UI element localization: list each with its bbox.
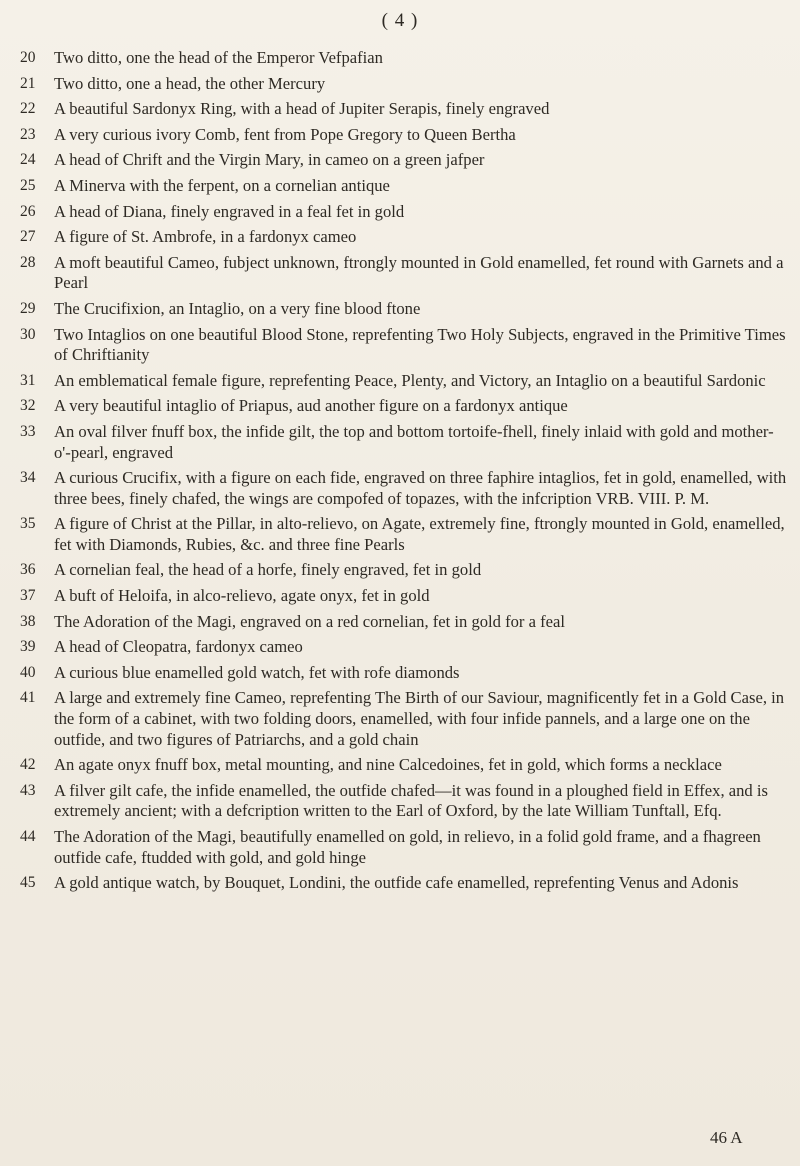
catalogue-entry	[20, 755, 790, 776]
catalogue-entry	[20, 48, 790, 69]
entry-text: A head of Diana, finely engraved in a feal fet in gold	[54, 201, 405, 221]
catalogue-entry	[20, 202, 790, 223]
entry-text: Two Intaglios on one beautiful Blood Stone, reprefenting Two Holy Subjects, engraved in the Primitive Times of Chriftianity	[54, 324, 786, 365]
entry-number: 36	[20, 561, 36, 579]
entry-text: The Adoration of the Magi, engraved on a red cornelian, fet in gold for a feal	[54, 611, 565, 631]
entry-number: 30	[20, 325, 36, 343]
catalogue-entry	[20, 150, 790, 171]
catalogue-entry	[20, 468, 790, 509]
catalogue-entry	[20, 637, 790, 658]
entry-text: The Adoration of the Magi, beautifully enamelled on gold, in relievo, in a folid gold frame, and a fhagreen outfide cafe, ftudded with gold, and gold hinge	[54, 827, 761, 867]
entry-number: 42	[20, 756, 36, 774]
entry-number: 41	[20, 689, 36, 707]
catalogue-list	[20, 48, 790, 899]
entry-text: A head of Cleopatra, fardonyx cameo	[54, 637, 303, 657]
entry-number: 39	[20, 638, 36, 656]
catalogue-entry	[20, 586, 790, 607]
entry-number: 25	[20, 176, 36, 194]
entry-number: 35	[20, 515, 36, 533]
entry-number: 38	[20, 612, 36, 630]
entry-number: 27	[20, 228, 36, 246]
entry-number: 31	[20, 371, 36, 389]
entry-number: 33	[20, 422, 36, 440]
entry-number: 20	[20, 49, 36, 66]
entry-text: A filver gilt cafe, the infide enamelled, the outfide chafed—it was found in a ploughed field in Effex, and is extremely ancient; with a defcription written to the Earl of Oxford, by the late William Tunftall, Efq.	[54, 780, 768, 821]
catalogue-entry	[20, 253, 790, 294]
entry-text: Two ditto, one the head of the Emperor Vefpafian	[54, 48, 383, 67]
entry-number: 29	[20, 299, 36, 317]
entry-number: 26	[20, 202, 36, 220]
entry-text: A curious Crucifix, with a figure on each fide, engraved on three faphire intaglios, fet in gold, enamelled, with three bees, finely chafed, the wings are compofed of topazes, with the infcription VRB. VIII. P. M.	[54, 468, 787, 508]
catalogue-entry	[20, 781, 790, 822]
entry-number: 34	[20, 469, 36, 487]
entry-text: A gold antique watch, by Bouquet, Londini, the outfide cafe enamelled, reprefenting Venus and Adonis	[54, 873, 739, 893]
entry-text: A moft beautiful Cameo, fubject unknown, ftrongly mounted in Gold enamelled, fet round with Garnets and a Pearl	[54, 252, 784, 293]
entry-text: Two ditto, one a head, the other Mercury	[54, 73, 326, 93]
entry-text: A large and extremely fine Cameo, reprefenting The Birth of our Saviour, magnificently fet in a Gold Case, in the form of a cabinet, with two folding doors, enamelled, with four infide pannels, and a large one on the outfide, and two figures of Patriarchs, and a gold chain	[54, 688, 785, 749]
entry-number: 43	[20, 781, 36, 799]
catalogue-entry	[20, 514, 790, 555]
entry-number: 22	[20, 100, 36, 118]
catalogue-entry	[20, 663, 790, 684]
catalogue-entry	[20, 422, 790, 463]
entry-number: 45	[20, 874, 36, 892]
catalogue-entry	[20, 74, 790, 95]
entry-text: An emblematical female figure, reprefenting Peace, Plenty, and Victory, an Intaglio on a beautiful Sardonic	[54, 370, 766, 390]
entry-text: A curious blue enamelled gold watch, fet with rofe diamonds	[54, 662, 460, 682]
catalogue-entry	[20, 325, 790, 366]
entry-number: 23	[20, 125, 36, 143]
catalogue-entry	[20, 99, 790, 120]
catalogue-entry	[20, 396, 790, 417]
entry-number: 40	[20, 663, 36, 681]
entry-text: A figure of Christ at the Pillar, in alto-relievo, on Agate, extremely fine, ftrongly mounted in Gold, enamelled, fet with Diamonds, Rubies, &c. and three fine Pearls	[54, 514, 785, 554]
entry-number: 37	[20, 587, 36, 605]
catalogue-entry	[20, 873, 790, 894]
entry-text: The Crucifixion, an Intaglio, on a very fine blood ftone	[54, 298, 421, 318]
catchword: 46 A	[710, 1128, 743, 1147]
catalogue-entry	[20, 827, 790, 868]
entry-number: 44	[20, 828, 36, 845]
entry-text: A very beautiful intaglio of Priapus, aud another figure on a fardonyx antique	[54, 396, 568, 416]
entry-text: A beautiful Sardonyx Ring, with a head of Jupiter Serapis, finely engraved	[54, 99, 550, 119]
entry-number: 24	[20, 151, 36, 169]
entry-text: A cornelian feal, the head of a horfe, finely engraved, fet in gold	[54, 560, 482, 580]
entry-number: 32	[20, 397, 36, 415]
catalogue-entry	[20, 125, 790, 146]
catalogue-entry	[20, 371, 790, 392]
catalogue-entry	[20, 176, 790, 197]
entry-text: A buft of Heloifa, in alco-relievo, agate onyx, fet in gold	[54, 586, 430, 606]
catalogue-entry	[20, 560, 790, 581]
page-number: ( 4 )	[381, 10, 419, 31]
catalogue-entry	[20, 227, 790, 248]
entry-number: 28	[20, 253, 36, 271]
entry-text: A Minerva with the ferpent, on a cornelian antique	[54, 175, 390, 195]
entry-text: An agate onyx fnuff box, metal mounting, and nine Calcedoines, fet in gold, which forms a necklace	[54, 755, 722, 775]
entry-number: 21	[20, 74, 36, 92]
catalogue-entry	[20, 688, 790, 750]
catalogue-entry	[20, 299, 790, 320]
entry-text: A figure of St. Ambrofe, in a fardonyx cameo	[54, 227, 357, 247]
entry-text: A very curious ivory Comb, fent from Pope Gregory to Queen Bertha	[54, 124, 516, 144]
catalogue-entry	[20, 612, 790, 633]
entry-text: An oval filver fnuff box, the infide gilt, the top and bottom tortoife-fhell, finely inlaid with gold and mother-o'-pearl, engraved	[54, 421, 774, 462]
entry-text: A head of Chrift and the Virgin Mary, in cameo on a green jafper	[54, 150, 485, 170]
